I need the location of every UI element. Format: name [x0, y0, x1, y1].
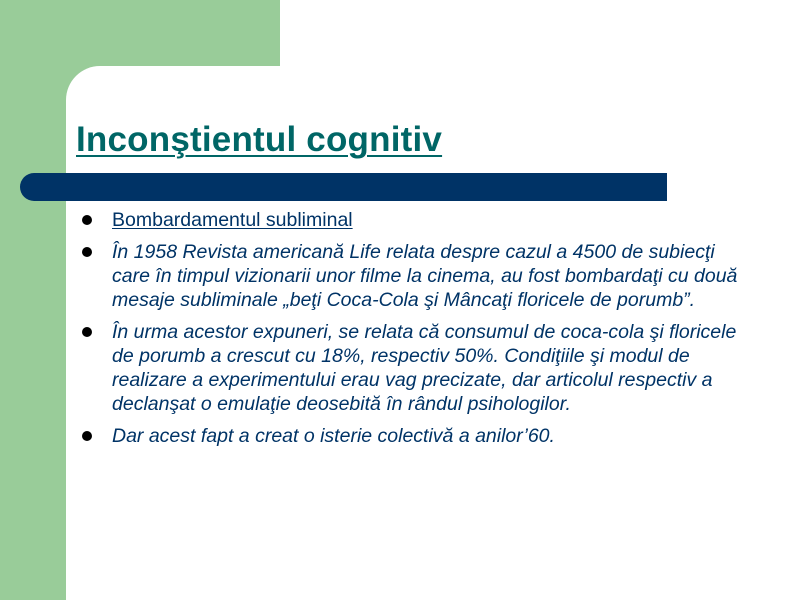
- bullet-link-text[interactable]: Bombardamentul subliminal: [112, 209, 353, 231]
- bullet-text: În 1958 Revista americană Life relata despre cazul a 4500 de subiecţi care în timpul vizionarii unor filme la cinema, au fost bombardaţi cu două mesaje subliminale „beţi Coca-Cola şi Mâncaţi floricele de porumb”.: [112, 241, 738, 311]
- bullet-dot-icon: [82, 215, 92, 225]
- bullet-list: [0, 208, 740, 456]
- slide-title: Inconştientul cognitiv: [76, 120, 443, 159]
- bullet-item: [0, 320, 740, 416]
- bullet-item: [0, 208, 740, 232]
- bullet-dot-icon: [82, 431, 92, 441]
- bullet-text: În urma acestor expuneri, se relata că consumul de coca-cola şi floricele de porumb a crescut cu 18%, respectiv 50%. Condiţiile şi modul de realizare a experimentului erau vag precizate, dar articolul respectiv a declanşat o emulaţie deosebită în rândul psihologilor.: [112, 321, 737, 415]
- bullet-item: [0, 240, 740, 312]
- bullet-dot-icon: [82, 327, 92, 337]
- bullet-text: Dar acest fapt a creat o isterie colectivă a anilor’60.: [112, 425, 555, 447]
- bullet-dot-icon: [82, 247, 92, 257]
- bullet-item: [0, 424, 740, 448]
- title-underline-bar: [20, 173, 667, 201]
